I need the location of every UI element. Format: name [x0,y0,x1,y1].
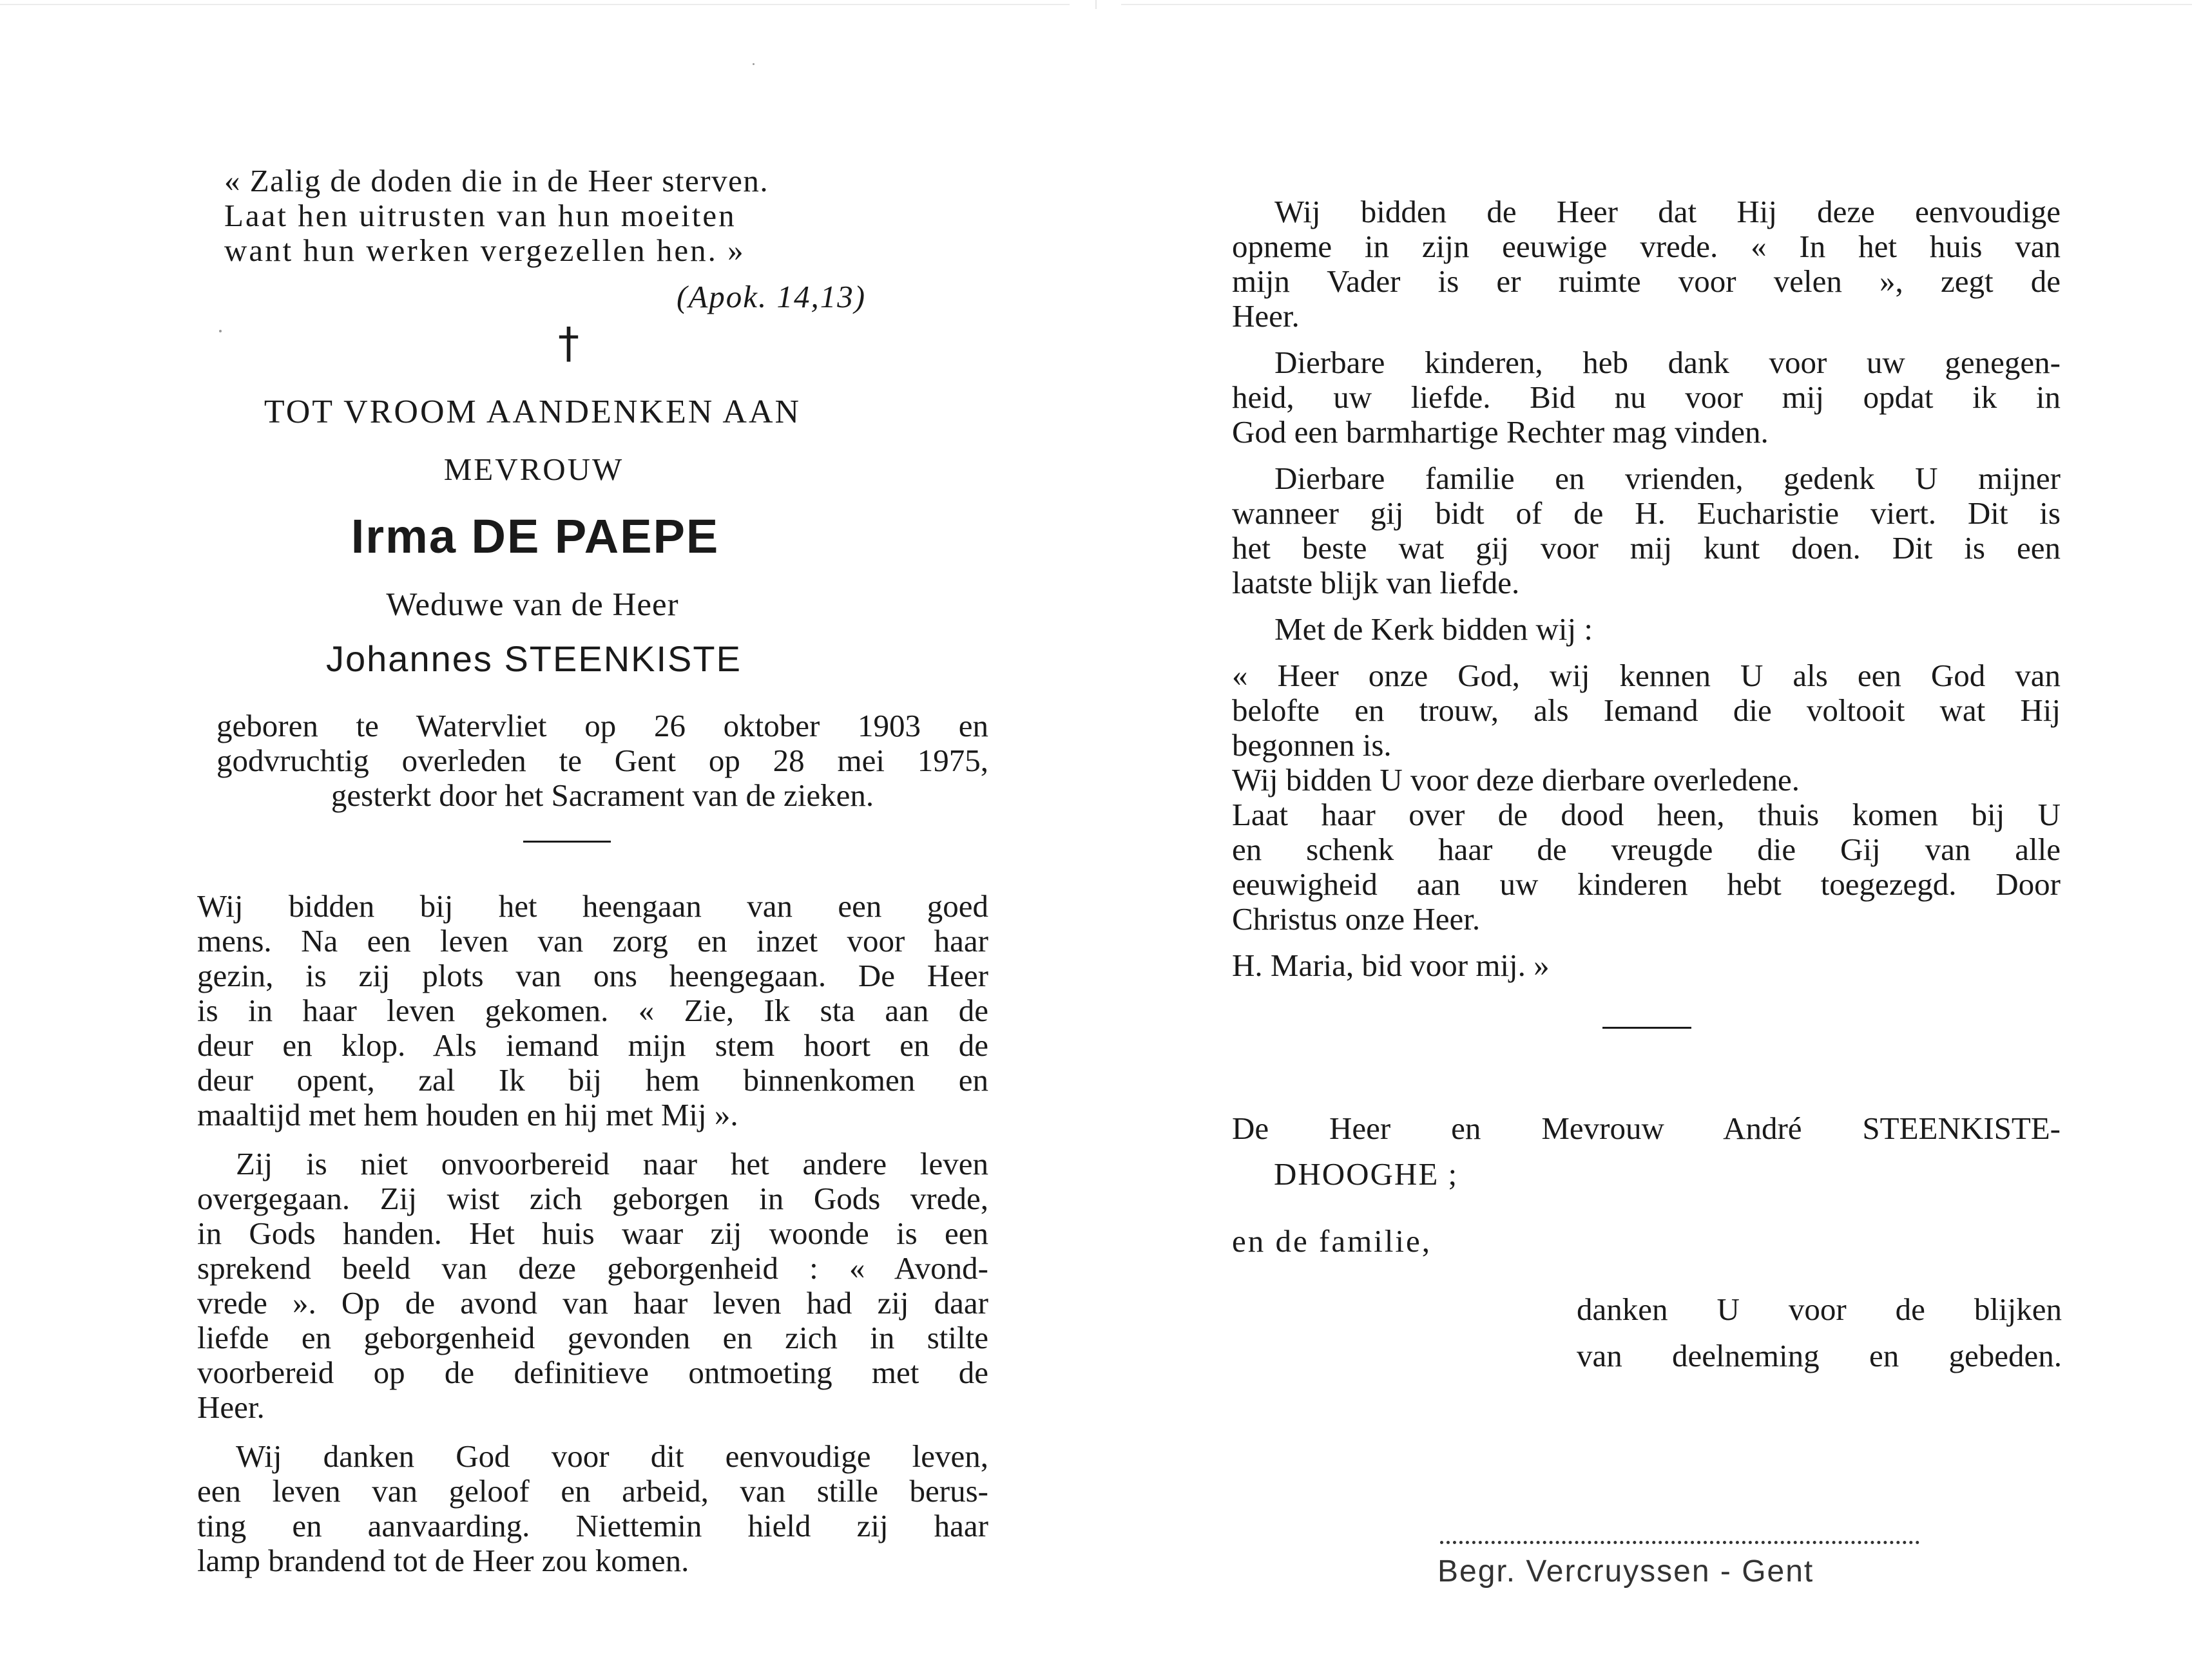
dotted-rule [1440,1541,1919,1544]
family-line: De Heer en Mevrouw André STEENKISTE- [1232,1111,2061,1146]
text-line: mijn Vader is er ruimte voor velen », zegt de [1232,263,2061,299]
text-line: liefde en geborgenheid gevonden en zich in stilte [197,1320,988,1355]
text-line: een leven van geloof en arbeid, van stille berus- [197,1473,988,1509]
text-line: vrede ». Op de avond van haar leven had zij daar [197,1285,988,1321]
paragraph [197,1147,988,1425]
text-line: God een barmhartige Rechter mag vinden. [1232,414,1769,450]
paragraph [197,889,988,1132]
quote-reference: (Apok. 14,13) [677,279,867,314]
widow-of-line: Weduwe van de Heer [386,587,679,623]
paragraph [1232,948,2061,983]
text-line: belofte en trouw, als Iemand die voltooit wat Hij [1232,692,2061,728]
text-line: Laat haar over de dood heen, thuis komen bij U [1232,797,2061,832]
paragraph [197,1439,988,1578]
text-line: het beste wat gij voor mij kunt doen. Dit is een [1232,530,2061,566]
paragraph [1232,195,2061,334]
scripture-quote [224,164,928,268]
text-line: Wij bidden U voor deze dierbare overledene. [1232,762,1800,797]
bio-line: gesterkt door het Sacrament van de zieken. [331,778,874,813]
husband-name: Johannes STEENKISTE [326,638,742,679]
right-body-text [1232,195,2061,995]
text-line: heid, uw liefde. Bid nu voor mij opdat ik in [1232,379,2061,415]
text-line: begonnen is. [1232,727,1392,763]
section-divider [523,841,611,843]
paragraph [1232,461,2061,600]
text-line: mens. Na een leven van zorg en inzet voor haar [197,923,988,959]
text-line: Zij is niet onvoorbereid naar het andere leven [236,1146,988,1181]
text-line: Dierbare kinderen, heb dank voor uw genegen- [1274,345,2061,380]
text-line: Dierbare familie en vrienden, gedenk U mijner [1274,461,2061,496]
section-divider [1602,1027,1691,1029]
text-line: gezin, is zij plots van ons heengegaan. De Heer [197,958,988,993]
text-line: « Heer onze God, wij kennen U als een God van [1232,658,2061,693]
text-line: overgegaan. Zij wist zich geborgen in Gods vrede, [197,1181,988,1216]
thanks-line: danken U voor de blijken [1577,1292,2062,1327]
thanks-line: van deelneming en gebeden. [1577,1338,2062,1373]
paper-speck [753,63,755,65]
text-line: opneme in zijn eeuwige vrede. « In het huis van [1232,229,2061,264]
biography [216,709,988,813]
text-line: lamp brandend tot de Heer zou komen. [197,1543,689,1578]
right-page [1096,0,2192,1680]
text-line: maaltijd met hem houden en hij met Mij ». [197,1097,738,1132]
bio-line: geboren te Watervliet op 26 oktober 1903 en [216,708,988,743]
printer-credit: Begr. Vercruyssen - Gent [1437,1554,1814,1589]
title-prefix: MEVROUW [443,452,624,487]
family-line: en de familie, [1232,1223,1432,1259]
paper-speck [219,330,222,332]
prayer [1232,658,2061,937]
quote-line: want hun werken vergezellen hen. » [224,233,745,268]
text-line: laatste blijk van liefde. [1232,565,1520,600]
text-line: H. Maria, bid voor mij. » [1232,948,1550,983]
text-line: in Gods handen. Het huis waar zij woonde is een [197,1216,988,1251]
deceased-name: Irma DE PAEPE [351,510,720,563]
text-line: Heer. [1232,298,1300,334]
text-line: sprekend beeld van deze geborgenheid : « Avond- [197,1250,988,1286]
text-line: voorbereid op de definitieve ontmoeting met de [197,1355,988,1390]
text-line: Heer. [197,1389,265,1425]
text-line: deur en klop. Als iemand mijn stem hoort en de [197,1027,988,1063]
text-line: ting en aanvaarding. Niettemin hield zij haar [197,1508,988,1543]
text-line: deur opent, zal Ik bij hem binnenkomen en [197,1062,988,1098]
text-line: is in haar leven gekomen. « Zie, Ik sta aan de [197,993,988,1028]
quote-line: « Zalig de doden die in de Heer sterven. [224,163,769,198]
text-line: Met de Kerk bidden wij : [1274,611,1593,647]
text-line: en schenk haar de vreugde die Gij van alle [1232,832,2061,867]
family-names [1232,1111,2061,1146]
memory-title: TOT VROOM AANDENKEN AAN [264,394,802,430]
text-line: Wij danken God voor dit eenvoudige leven, [236,1438,988,1474]
paragraph [1232,612,2061,647]
cross-icon: † [558,318,579,368]
text-line: Christus onze Heer. [1232,901,1481,937]
text-line: eeuwigheid aan uw kinderen hebt toegezegd. Door [1232,866,2061,902]
quote-line: Laat hen uitrusten van hun moeiten [224,198,736,233]
left-body-text [197,889,988,1592]
text-line: wanneer gij bidt of de H. Eucharistie viert. Dit is [1232,495,2061,531]
bio-line: godvruchtig overleden te Gent op 28 mei 1975, [216,743,988,778]
text-line: Wij bidden de Heer dat Hij deze eenvoudige [1274,194,2061,229]
text-line: Wij bidden bij het heengaan van een goed [197,888,988,924]
family-line: DHOOGHE ; [1274,1156,1459,1192]
paragraph [1232,345,2061,450]
